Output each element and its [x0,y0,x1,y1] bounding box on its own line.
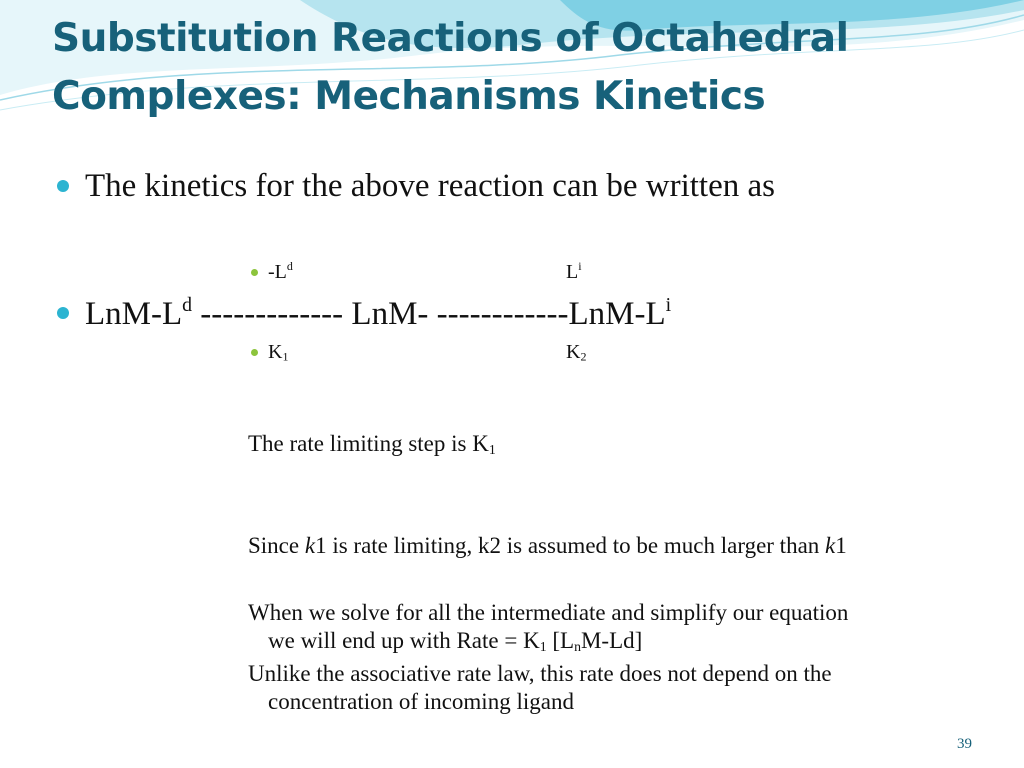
solve-equation-line-1: When we solve for all the intermediate and simplify our equation [248,600,849,625]
sub-bullet-marker [251,269,258,276]
title-line-1: Substitution Reactions of Octahedral [52,16,849,61]
rate-constant-k1-label: $K_1$ [268,341,289,364]
reaction-scheme: LnM-$L^d$ ------------- LnM- $------------LnM-L^i$ [85,294,672,332]
unlike-associative-line-1: Unlike the associative rate law, this rate does not depend on the [248,661,832,686]
rate-constant-k2-label: $K_2$ [566,341,587,364]
solve-equation-line-2: we will end up with Rate = $K_1$ $[L_nM-Ld]$ [268,628,643,654]
unlike-associative-line-2: concentration of incoming ligand [268,689,574,714]
page-number: 39 [957,736,972,752]
incoming-ligand-label: $L^i$ [566,259,582,283]
leaving-ligand-label: $-L^d$ [268,259,293,283]
bullet-kinetics-intro: The kinetics for the above reaction can be written as [85,168,775,204]
since-k1-text: Since k1 is rate limiting, k2 is assumed to be much larger than k1 [248,533,847,558]
bullet-marker [57,307,69,319]
rate-limiting-step-text: The rate limiting step is $K_1$ [248,431,496,457]
bullet-marker [57,180,69,192]
sub-bullet-marker [251,349,258,356]
slide-title [52,10,952,126]
title-line-2: Complexes: Mechanisms Kinetics [52,74,766,119]
